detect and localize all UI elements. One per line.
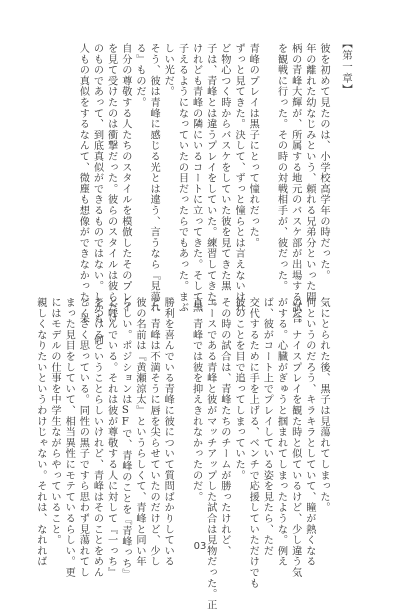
text-line: 子えるようになっていたの目だったらでもあった。まぶ xyxy=(176,43,188,313)
page-number: 03 xyxy=(193,541,207,552)
text-line: 自分の尊敬する人たちのスタイルを模倣したそのプレイ xyxy=(119,43,131,313)
text-line: 子は、青峰とは違うプレイをしていた。練習してきた。 xyxy=(204,43,216,313)
text-line: を観戦に行った。その時の対戦相手が、彼だった。 xyxy=(275,43,287,292)
text-line: ずっと見てきた。決して、ずっと憧らとは言えないけれ xyxy=(233,43,245,313)
text-line: 青峰のプレイは黒子にとって憧れだった。 xyxy=(247,43,259,249)
text-line xyxy=(259,43,273,279)
text-line: その時の試合は、青峰たちのチームが勝ったけれど、 xyxy=(218,297,230,557)
text-line: のものであって、到底真似ができるものではない。しかも、何 xyxy=(91,43,103,346)
text-line: まった見目をしていて、相当異性にモテているらしい。更 xyxy=(63,297,75,578)
text-line: 彼を初めて見たのは、小学校高学年の時だった。 xyxy=(318,43,329,281)
text-line: ど物心つく時からバスケをしていた彼を見てきた黒 xyxy=(218,43,230,292)
text-line: がする。心臓がぎゅうと掴まれてしまったような。例え xyxy=(275,297,287,567)
text-line: けれども青峰の隣にいるコートに立ってきた。そして黒 xyxy=(190,43,202,313)
text-line: 気にとられた後、黒子は見蕩れてしまった。 xyxy=(318,297,329,513)
text-line: 柄の青峰大輝が、所属する地元のバスケ部が出場する試合 xyxy=(289,43,301,324)
text-line: エースである青峰と彼がマッチアップした試合は見物だった。正 xyxy=(204,297,216,610)
text-line: 彼の名前は『黄瀬涼太』というらしくて、青峰と同い年 xyxy=(133,297,145,567)
text-line: 年の離れた幼なじみという、頼れる兄弟分といった間 xyxy=(303,43,315,303)
text-line: る』ものだ。 xyxy=(133,43,145,108)
text-line: をつけるということらしいけれど、青峰はそのことをめん xyxy=(91,297,103,578)
text-line: と呼んでいる。それは彼が尊敬する人に対して『一っち』 xyxy=(105,297,117,578)
text-line: 親しくなりたいというわけじゃない。それは、なれれば xyxy=(34,297,46,567)
text-line: 勝利を喜んでいる青峰に彼について質問ばかりしている xyxy=(162,297,174,567)
text-line: と、青峰は不満そうに唇を尖らせていたのだけど、少し xyxy=(148,297,160,567)
text-line: 何というのだろう、キラキラとしていて、瞳が熱くなる xyxy=(303,297,315,567)
text-line: 人もの真似をするなんて、微塵も想像ができなかった。呆 xyxy=(77,43,89,324)
text-line: 交代するために手を上げる、ベンチで応援していただけでも xyxy=(247,297,259,589)
text-line: らしい。ポジションはSFで、青峰のことを『青峰っち』 xyxy=(119,297,131,580)
text-line: を見て受けたのは衝撃だった。彼らのスタイルは彼らだけ xyxy=(105,43,117,324)
text-line: ば、彼がコート上でプレイしている姿を見たら、ただ xyxy=(261,297,273,557)
text-line xyxy=(174,297,188,534)
text-line: 直、青峰では彼を抑えきれなかったのだ。 xyxy=(190,297,202,503)
text-line: しい光だ。 xyxy=(162,43,174,97)
chapter-heading: 【第一章】 xyxy=(341,38,353,96)
text-line: どくさく思っている。同性の黒子ですら思わず見蕩れてし xyxy=(77,297,89,578)
text-line: そう、彼は青峰に感じる光とは違う、言うなら『見蕩れ xyxy=(148,43,160,313)
top-text-block xyxy=(75,43,330,346)
text-line: のだ。ナイスプレイを観た時と似ているけど、少し違う気 xyxy=(289,297,301,578)
text-line: にはモデルの仕事を中学生ながらやっていること。 xyxy=(49,297,61,546)
text-line: 彼のことを目で追ってしまっていた。 xyxy=(233,297,245,481)
